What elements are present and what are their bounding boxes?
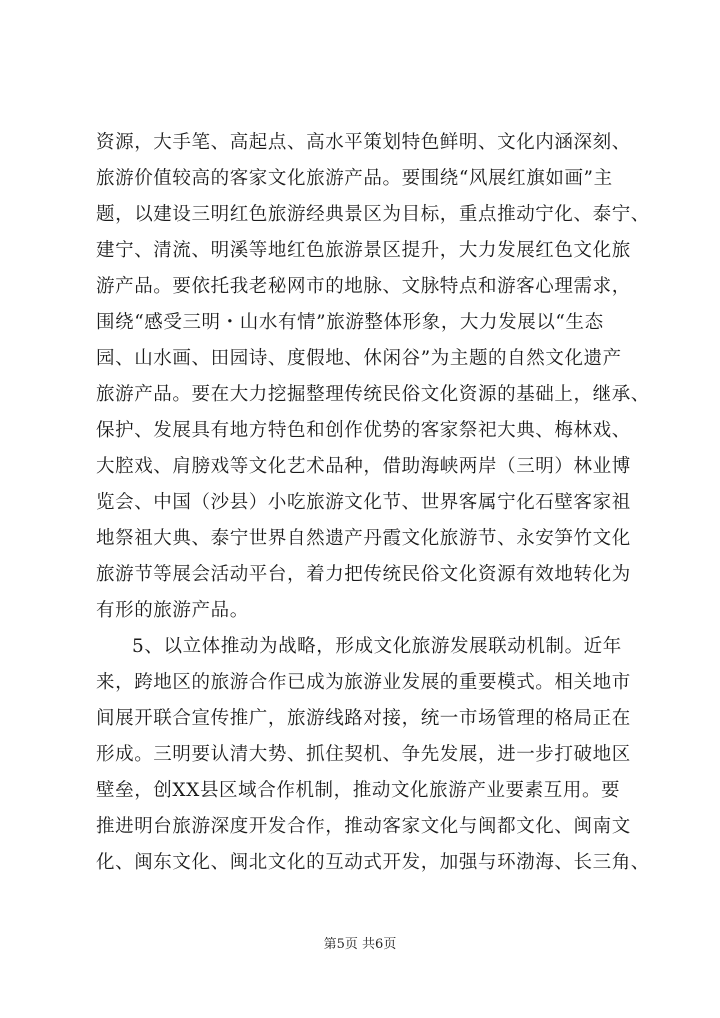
body-text-line: 建宁、清流、明溪等地红色旅游景区提升，大力发展红色文化旅	[96, 240, 631, 261]
body-text-line: 形成。三明要认清大势、抓住契机、争先发展，进一步打破地区	[96, 744, 631, 765]
body-text-line: 有形的旅游产品。	[96, 600, 249, 621]
body-text-line: 题，以建设三明红色旅游经典景区为目标，重点推动宁化、泰宁、	[96, 204, 650, 225]
body-text-line: 围绕“感受三明・山水有情”旅游整体形象，大力发展以“生态	[96, 312, 604, 333]
body-text-line: 来，跨地区的旅游合作已成为旅游业发展的重要模式。相关地市	[96, 672, 631, 693]
body-text-line: 游产品。要依托我老秘网市的地脉、文脉特点和游客心理需求，	[96, 276, 631, 297]
body-text-line: 旅游节等展会活动平台，着力把传统民俗文化资源有效地转化为	[96, 564, 631, 585]
body-text-line: 壁垒，创XX县区域合作机制，推动文化旅游产业要素互用。要	[96, 780, 621, 801]
body-text-line: 保护、发展具有地方特色和创作优势的客家祭祀大典、梅林戏、	[96, 420, 631, 441]
body-text-line: 地祭祖大典、泰宁世界自然遗产丹霞文化旅游节、永安笋竹文化	[96, 528, 631, 549]
body-text-line: 旅游价值较高的客家文化旅游产品。要围绕“风展红旗如画”主	[96, 168, 613, 189]
body-text-line: 大腔戏、肩膀戏等文化艺术品种，借助海峡两岸（三明）林业博	[96, 456, 631, 477]
paragraph-first-line: 5、以立体推动为战略，形成文化旅游发展联动机制。近年	[132, 636, 622, 657]
body-text-line: 资源，大手笔、高起点、高水平策划特色鲜明、文化内涵深刻、	[96, 132, 631, 153]
body-text-line: 旅游产品。要在大力挖掘整理传统民俗文化资源的基础上，继承、	[96, 384, 650, 405]
page-number-footer: 第5页 共6页	[323, 937, 397, 952]
body-text-line: 化、闽东文化、闽北文化的互动式开发，加强与环渤海、长三角、	[96, 852, 650, 873]
body-text-line: 间展开联合宣传推广，旅游线路对接，统一市场管理的格局正在	[96, 708, 631, 729]
body-text-line: 园、山水画、田园诗、度假地、休闲谷”为主题的自然文化遗产	[96, 348, 622, 369]
body-text-line: 推进明台旅游深度开发合作，推动客家文化与闽都文化、闽南文	[96, 816, 631, 837]
body-text-line: 览会、中国（沙县）小吃旅游文化节、世界客属宁化石壁客家祖	[96, 492, 631, 513]
